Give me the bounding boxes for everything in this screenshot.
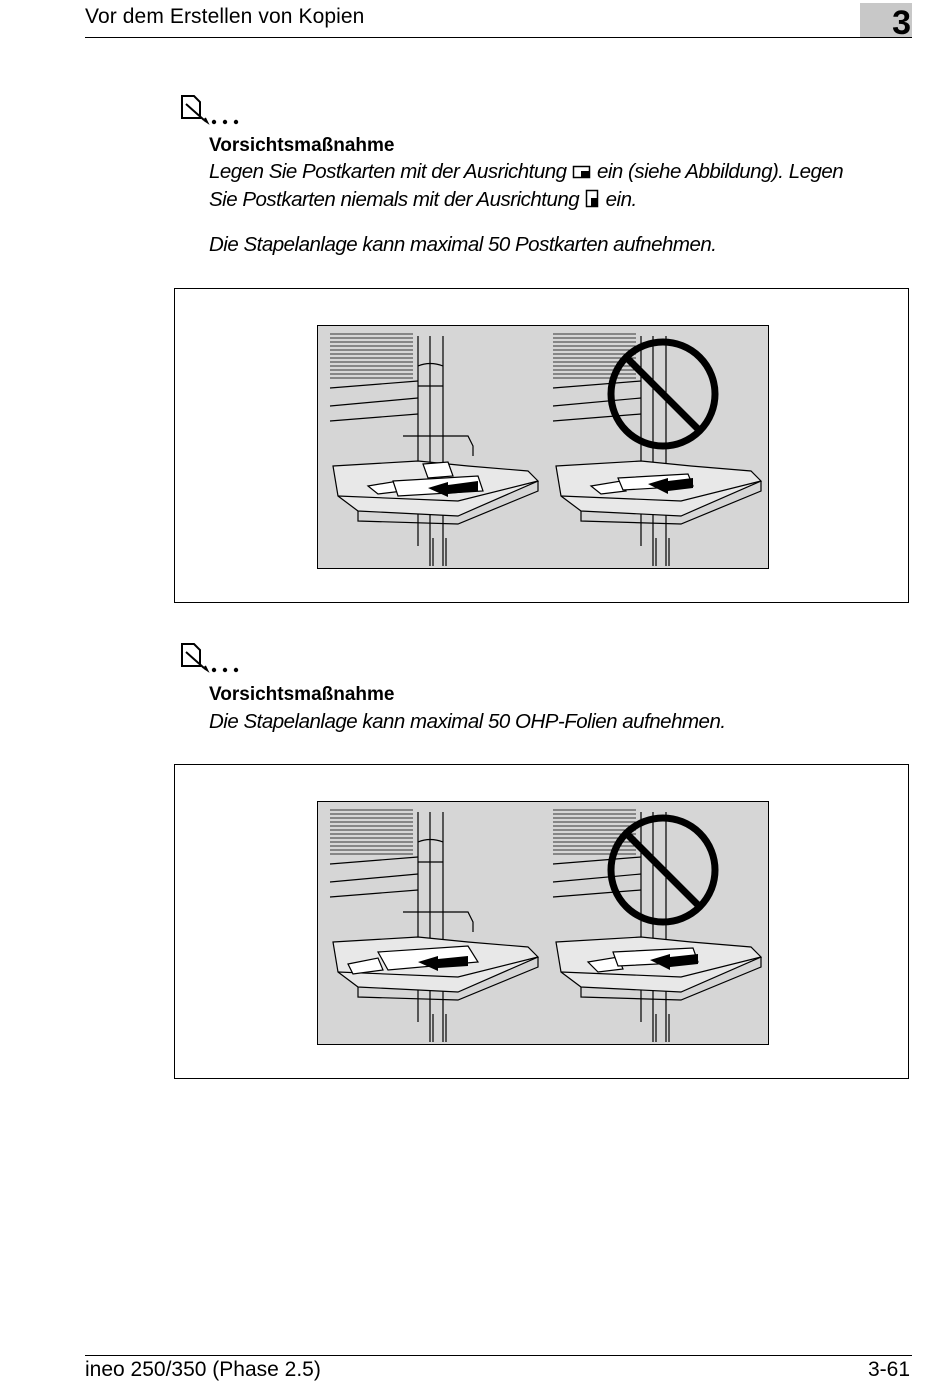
header-rule (85, 37, 912, 38)
note-text: ein. (605, 188, 637, 211)
portrait-orientation-icon (584, 189, 600, 209)
footer-rule (85, 1355, 912, 1356)
illustration-bypass-tray-postcards (317, 325, 769, 569)
prohibited-sign-icon (611, 818, 715, 922)
note-text: Sie Postkarten niemals mit der Ausrichtung (209, 188, 580, 211)
footer-product-name: ineo 250/350 (Phase 2.5) (85, 1358, 321, 1381)
footer-page-number: 3-61 (867, 1358, 910, 1381)
running-header-title: Vor dem Erstellen von Kopien (85, 5, 365, 28)
note-pencil-icon (178, 92, 248, 126)
note-text: Die Stapelanlage kann maximal 50 OHP-Folien aufnehmen. (209, 710, 726, 733)
note-heading: Vorsichtsmaßnahme (209, 684, 395, 705)
note-text: Die Stapelanlage kann maximal 50 Postkarten aufnehmen. (209, 233, 717, 256)
note-heading: Vorsichtsmaßnahme (209, 135, 395, 156)
prohibited-sign-icon (611, 342, 715, 446)
note-text: Legen Sie Postkarten mit der Ausrichtung (209, 160, 567, 183)
figure-ohp-transparencies (174, 764, 909, 1079)
note-body (209, 708, 914, 736)
note-pencil-icon (178, 640, 248, 674)
note-body (209, 158, 914, 259)
chapter-tab (860, 3, 912, 42)
illustration-bypass-tray-transparencies (317, 801, 769, 1045)
landscape-orientation-icon (572, 163, 592, 181)
chapter-number: 3 (892, 4, 911, 42)
note-text: ein (siehe Abbildung). Legen (596, 160, 844, 183)
figure-postcards (174, 288, 909, 603)
